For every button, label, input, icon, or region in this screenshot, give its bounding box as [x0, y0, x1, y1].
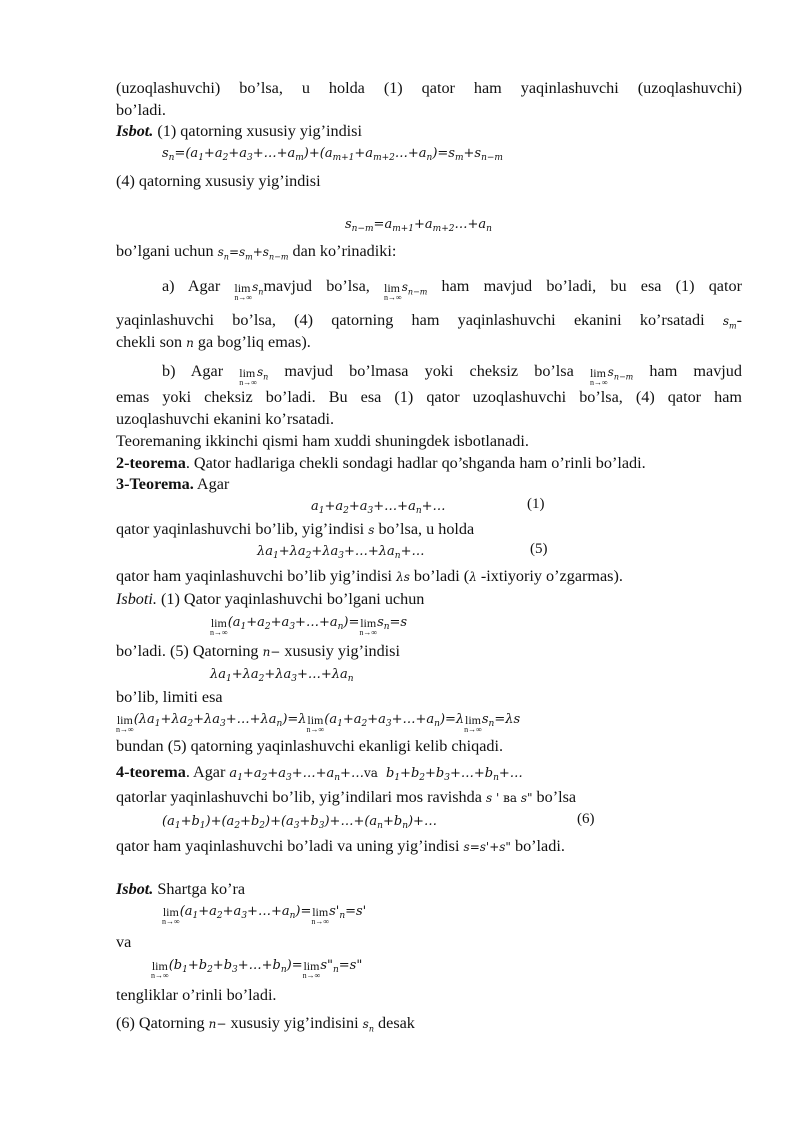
- inline-formula: $s_n=s_m+s_{n-m}$: [217, 245, 289, 262]
- paragraph-line: [116, 788, 576, 807]
- text-span: a) Agar: [162, 277, 235, 295]
- inline-symbol: λs: [396, 570, 410, 584]
- text-span: xususiy yig’indisi: [280, 642, 400, 660]
- formula-partial-sum-5: $\lambda a_1+\lambda a_2+\lambda a_3+\dots+\lambda a_n$: [210, 667, 354, 684]
- paragraph-line: emas yoki cheksiz bo’ladi. Bu esa (1) qator uzoqlashuvchi bo’lsa, (4) qator ham: [116, 388, 742, 406]
- text-span: (1) Qator yaqinlashuvchi bo’lgani uchun: [156, 590, 425, 608]
- proof-text: (1) qatorning xususiy yig’indisi: [153, 122, 362, 140]
- text-span: chekli son: [116, 333, 187, 351]
- case-a-line: a) Agar lim n→∞ $s_nmavjud$ bo’lsa, lim n→∞ $s_{n-m}$ ham mavjud bo’ladi, bu esa (1) qator: [162, 277, 742, 302]
- proof-heading-line: [116, 122, 362, 141]
- inline-symbol: n−: [262, 645, 281, 659]
- text-span: bo’ladi (: [409, 567, 470, 585]
- paragraph-line: (4) qatorning xususiy yig’indisi: [116, 172, 321, 190]
- text-span: ham mavjud: [633, 362, 742, 380]
- text-span: bo’ladi.: [510, 837, 565, 855]
- text-span: yaqinlashuvchi bo’lsa, (4) qatorning ham yaqinlashuvchi ekanini ko’rsatadi: [116, 311, 723, 329]
- formula-series-1: $a_1+a_2+a_3+\dots+a_n+\dots$: [311, 499, 446, 516]
- text-span: . Qator hadlariga chekli sondagi hadlar qo’shganda ham o’rinli bo’ladi.: [185, 454, 646, 472]
- text-span: -: [736, 311, 742, 329]
- inline-symbol: s": [520, 791, 533, 805]
- text-span: bo’lsa: [532, 788, 577, 806]
- theorem-label: 2-teorema: [116, 454, 186, 472]
- paragraph-line: [116, 567, 623, 586]
- theorem-label: 4-teorema: [116, 763, 186, 781]
- formula-partial-sum-4: $s_{n-m}=a_{m+1}+a_{m+2}\dots+a_n$: [345, 217, 492, 234]
- paragraph-line: [116, 520, 474, 539]
- paragraph-line: bo’ladi.: [116, 101, 166, 119]
- proof-label: Isbot.: [116, 880, 154, 898]
- text-span: (6) Qatorning: [116, 1014, 209, 1032]
- case-b-line: b) Agar lim n→∞ $s_n$ mavjud bo’lmasa yoki cheksiz bo’lsa lim n→∞ $s_{n-m}$ ham mavjud: [162, 362, 742, 387]
- theorem-label: 3-Teorema.: [116, 475, 194, 493]
- text-span: bo’lgani uchun: [116, 242, 218, 260]
- theorem-3-line: [116, 475, 229, 494]
- paragraph-line: bundan (5) qatorning yaqinlashuvchi ekanligi kelib chiqadi.: [116, 737, 504, 755]
- text-span: ва: [499, 791, 521, 805]
- inline-symbol: s ': [485, 791, 500, 805]
- paragraph-line: yaqinlashuvchi bo’lsa, (4) qatorning ham yaqinlashuvchi ekanini ko’rsatadi $s_m-$: [116, 311, 742, 331]
- proof-heading-line: [116, 880, 245, 899]
- inline-symbol: s: [368, 523, 375, 537]
- equation-number: (1): [527, 496, 545, 512]
- text-span: . Agar: [185, 763, 230, 781]
- paragraph-line: [116, 642, 400, 661]
- proof-label: Isboti.: [116, 590, 157, 608]
- limit-expression: lim n→∞: [589, 366, 608, 387]
- text-span: b) Agar: [162, 362, 240, 380]
- equation-number: (5): [530, 541, 548, 557]
- formula-limit-1: lim n→∞ $(a_1+a_2+a_3+\dots+a_n)=$ lim n→∞ $s_n=s$: [210, 615, 408, 637]
- text-span: qator yaqinlashuvchi bo’lib, yig’indisi: [116, 520, 369, 538]
- limit-expression: lim n→∞: [384, 281, 402, 302]
- text-span: bo’ladi. (5) Qatorning: [116, 642, 263, 660]
- proof-heading-line: [116, 590, 424, 609]
- formula-partial-sum-1: $s_n=(a_1+a_2+a_3+\dots+a_m)+(a_{m+1}+a_{m+2}\dots+a_n)=s_m+s_{n-m}$: [162, 146, 503, 163]
- paragraph-line: [116, 837, 565, 856]
- proof-label: Isbot.: [116, 122, 154, 140]
- paragraph-line: tengliklar o’rinli bo’ladi.: [116, 986, 277, 1004]
- theorem-4-line: 4-teorema. Agar $a_1+a_2+a_3+\dots+a_n+\dots va$ $b_1+b_2+b_3+\dots+b_n+\dots$: [116, 763, 523, 783]
- limit-expression: lim n→∞: [239, 366, 257, 387]
- text-span: qatorlar yaqinlashuvchi bo’lib, yig’indilari mos ravishda: [116, 788, 486, 806]
- text-span: Agar: [193, 475, 230, 493]
- paragraph-line: uzoqlashuvchi ekanini ko’rsatadi.: [116, 410, 335, 428]
- text-span: dan ko’rinadiki:: [288, 242, 397, 260]
- formula-series-6: $(a_1+b_1)+(a_2+b_2)+(a_3+b_3)+\dots+(a_n+b_n)+\dots$: [162, 814, 437, 831]
- text-span: -ixtiyoriy o’zgarmas).: [476, 567, 623, 585]
- inline-symbol: n−: [208, 1017, 227, 1031]
- text-span: Shartga ko’ra: [153, 880, 246, 898]
- paragraph-line: Teoremaning ikkinchi qismi ham xuddi shuningdek isbotlanadi.: [116, 432, 529, 450]
- inline-symbol: n: [186, 336, 194, 350]
- inline-symbol: λ: [469, 570, 477, 584]
- formula-series-5: $\lambda a_1+\lambda a_2+\lambda a_3+\dots+\lambda a_n+\dots$: [257, 544, 425, 561]
- paragraph-line: (6) Qatorning n− xususiy yig’indisini $s_n$ desak: [116, 1014, 415, 1034]
- paragraph-line: [116, 242, 396, 262]
- formula-limit-5: lim n→∞ $(\lambda a_1+\lambda a_2+\lambda a_3+\dots+\lambda a_n)=\lambda$ lim n→∞ $(a_1+a_2+a_3+\dots+a_n)=\lambda$ lim n→∞ $s_n=\lambda s$: [116, 712, 521, 734]
- formula-limit-b: lim n→∞ $(b_1+b_2+b_3+\dots+b_n)=$ lim n→∞ $s"_n=s$": [151, 958, 363, 980]
- text-span: qator ham yaqinlashuvchi bo’lib yig’indisi: [116, 567, 397, 585]
- text-span: ham mavjud bo’ladi, bu esa (1) qator: [427, 277, 742, 295]
- text-span: va: [363, 766, 378, 780]
- text-span: xususiy yig’indisini: [226, 1014, 363, 1032]
- text-span: mavjud bo’lmasa yoki cheksiz bo’lsa: [268, 362, 590, 380]
- text-span: mavjud bo’lsa,: [263, 277, 384, 295]
- inline-symbol: s=s'+s": [463, 840, 511, 854]
- text-span: qator ham yaqinlashuvchi bo’ladi va uning yig’indisi: [116, 837, 464, 855]
- paragraph-line: va: [116, 933, 132, 951]
- text-span: desak: [374, 1014, 415, 1032]
- paragraph-line: [116, 333, 311, 352]
- paragraph-line: bo’lib, limiti esa: [116, 688, 223, 706]
- equation-number: (6): [577, 811, 595, 827]
- paragraph-line: (uzoqlashuvchi) bo’lsa, u holda (1) qator ham yaqinlashuvchi (uzoqlashuvchi): [116, 79, 742, 97]
- theorem-2-line: [116, 454, 646, 473]
- text-span: bo’lsa, u holda: [374, 520, 475, 538]
- limit-expression: lim n→∞: [234, 281, 253, 302]
- text-span: ga bog’liq emas).: [193, 333, 311, 351]
- formula-limit-a: lim n→∞ $(a_1+a_2+a_3+\dots+a_n)=$ lim n→∞ $s'_n=s'$: [162, 904, 367, 926]
